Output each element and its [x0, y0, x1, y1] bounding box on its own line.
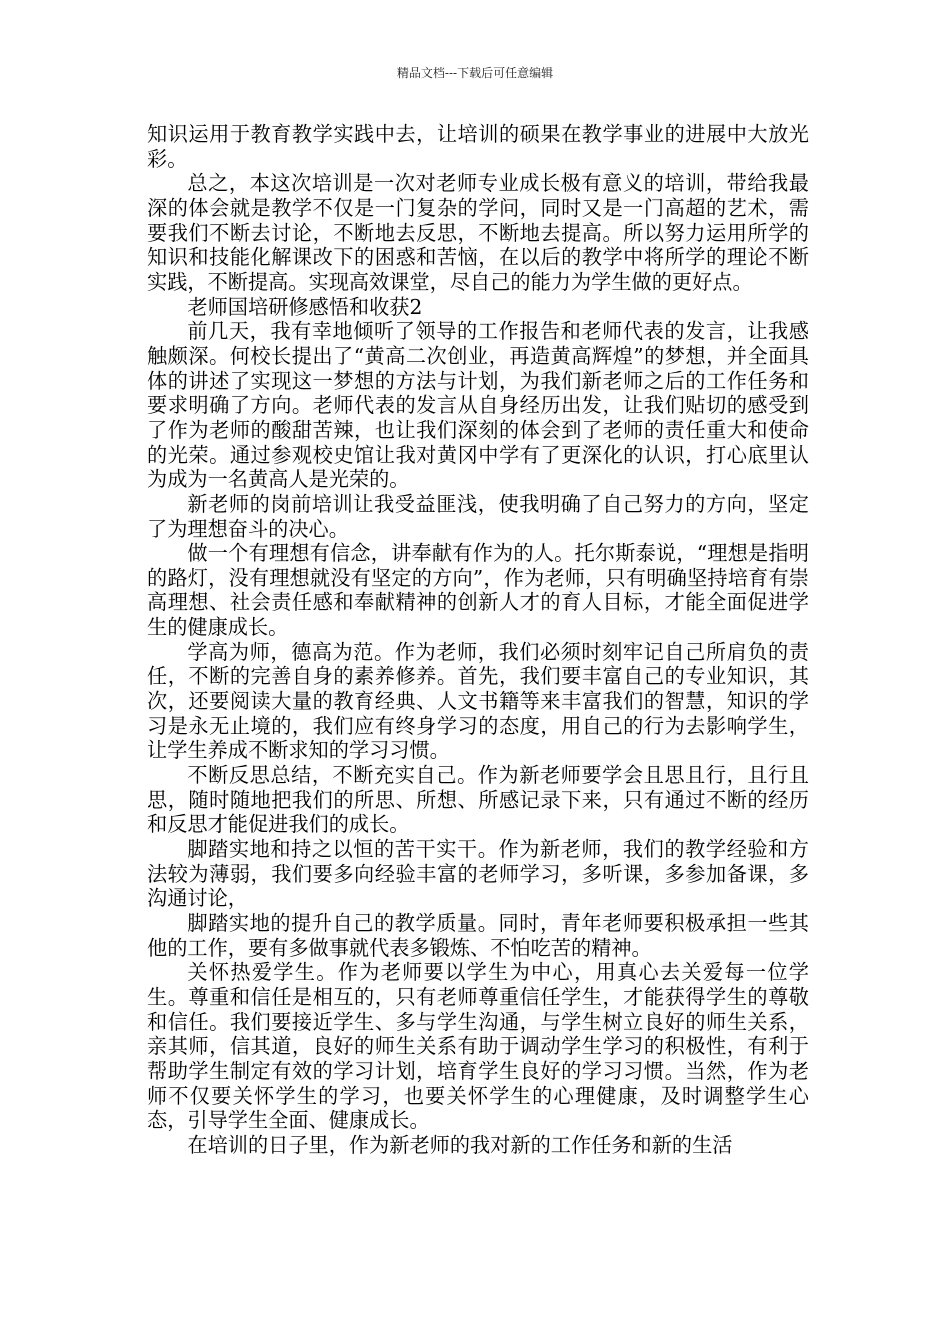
paragraph: 脚踏实地的提升自己的教学质量。同时，青年老师要积极承担一些其他的工作，要有多做事就代表多锻炼、不怕吃苦的精神。: [147, 911, 809, 960]
page-header-note: 精品文档---下载后可任意编辑: [396, 66, 554, 80]
paragraph: 前几天，我有幸地倾听了领导的工作报告和老师代表的发言，让我感触颇深。何校长提出了“黄高二次创业，再造黄高辉煌”的梦想，并全面具体的讲述了实现这一梦想的方法与计划，为我们新老师之后的工作任务和要求明确了方向。老师代表的发言从自身经历出发，让我们贴切的感受到了作为老师的酸甜苦辣，也让我们深刻的体会到了老师的责任重大和使命的光荣。通过参观校史馆让我对黄冈中学有了更深化的认识，打心底里认为成为一名黄高人是光荣的。: [147, 319, 809, 492]
paragraph: 知识运用于教育教学实践中去，让培训的硕果在教学事业的进展中大放光彩。: [147, 122, 809, 171]
paragraph: 做一个有理想有信念，讲奉献有作为的人。托尔斯泰说，“理想是指明的路灯，没有理想就没有坚定的方向”，作为老师，只有明确坚持培育有崇高理想、社会责任感和奉献精神的创新人才的育人目标，才能全面促进学生的健康成长。: [147, 541, 809, 640]
paragraph: 学高为师，德高为范。作为老师，我们必须时刻牢记自己所肩负的责任，不断的完善自身的素养修养。首先，我们要丰富自己的专业知识，其次，还要阅读大量的教育经典、人文书籍等来丰富我们的智慧，知识的学习是永无止境的，我们应有终身学习的态度，用自己的行为去影响学生，让学生养成不断求知的学习习惯。: [147, 639, 809, 763]
paragraph: 关怀热爱学生。作为老师要以学生为中心，用真心去关爱每一位学生。尊重和信任是相互的，只有老师尊重信任学生，才能获得学生的尊敬和信任。我们要接近学生、多与学生沟通，与学生树立良好的师生关系，亲其师，信其道，良好的师生关系有助于调动学生学习的积极性，有利于帮助学生制定有效的学习计划，培育学生良好的学习习惯。当然，作为老师不仅要关怀学生的学习，也要关怀学生的心理健康，及时调整学生心态，引导学生全面、健康成长。: [147, 960, 809, 1133]
document-body: [147, 122, 809, 1158]
section-title: 老师国培研修感悟和收获2: [187, 294, 423, 319]
paragraph: 总之，本这次培训是一次对老师专业成长极有意义的培训，带给我最深的体会就是教学不仅是一门复杂的学问，同时又是一门高超的艺术，需要我们不断去讨论，不断地去反思，不断地去提高。所以努力运用所学的知识和技能化解课改下的困惑和苦恼，在以后的教学中将所学的理论不断实践，不断提高。实现高效课堂，尽自己的能力为学生做的更好点。: [147, 171, 809, 294]
paragraph: 新老师的岗前培训让我受益匪浅，使我明确了自己努力的方向，坚定了为理想奋斗的决心。: [147, 491, 809, 541]
paragraph: 不断反思总结，不断充实自己。作为新老师要学会且思且行，且行且思，随时随地把我们的所思、所想、所感记录下来，只有通过不断的经历和反思才能促进我们的成长。: [147, 763, 809, 837]
paragraph: 在培训的日子里，作为新老师的我对新的工作任务和新的生活: [187, 1132, 733, 1157]
paragraph: 脚踏实地和持之以恒的苦干实干。作为新老师，我们的教学经验和方法较为薄弱，我们要多向经验丰富的老师学习，多听课，多参加备课，多沟通讨论，: [147, 837, 809, 911]
